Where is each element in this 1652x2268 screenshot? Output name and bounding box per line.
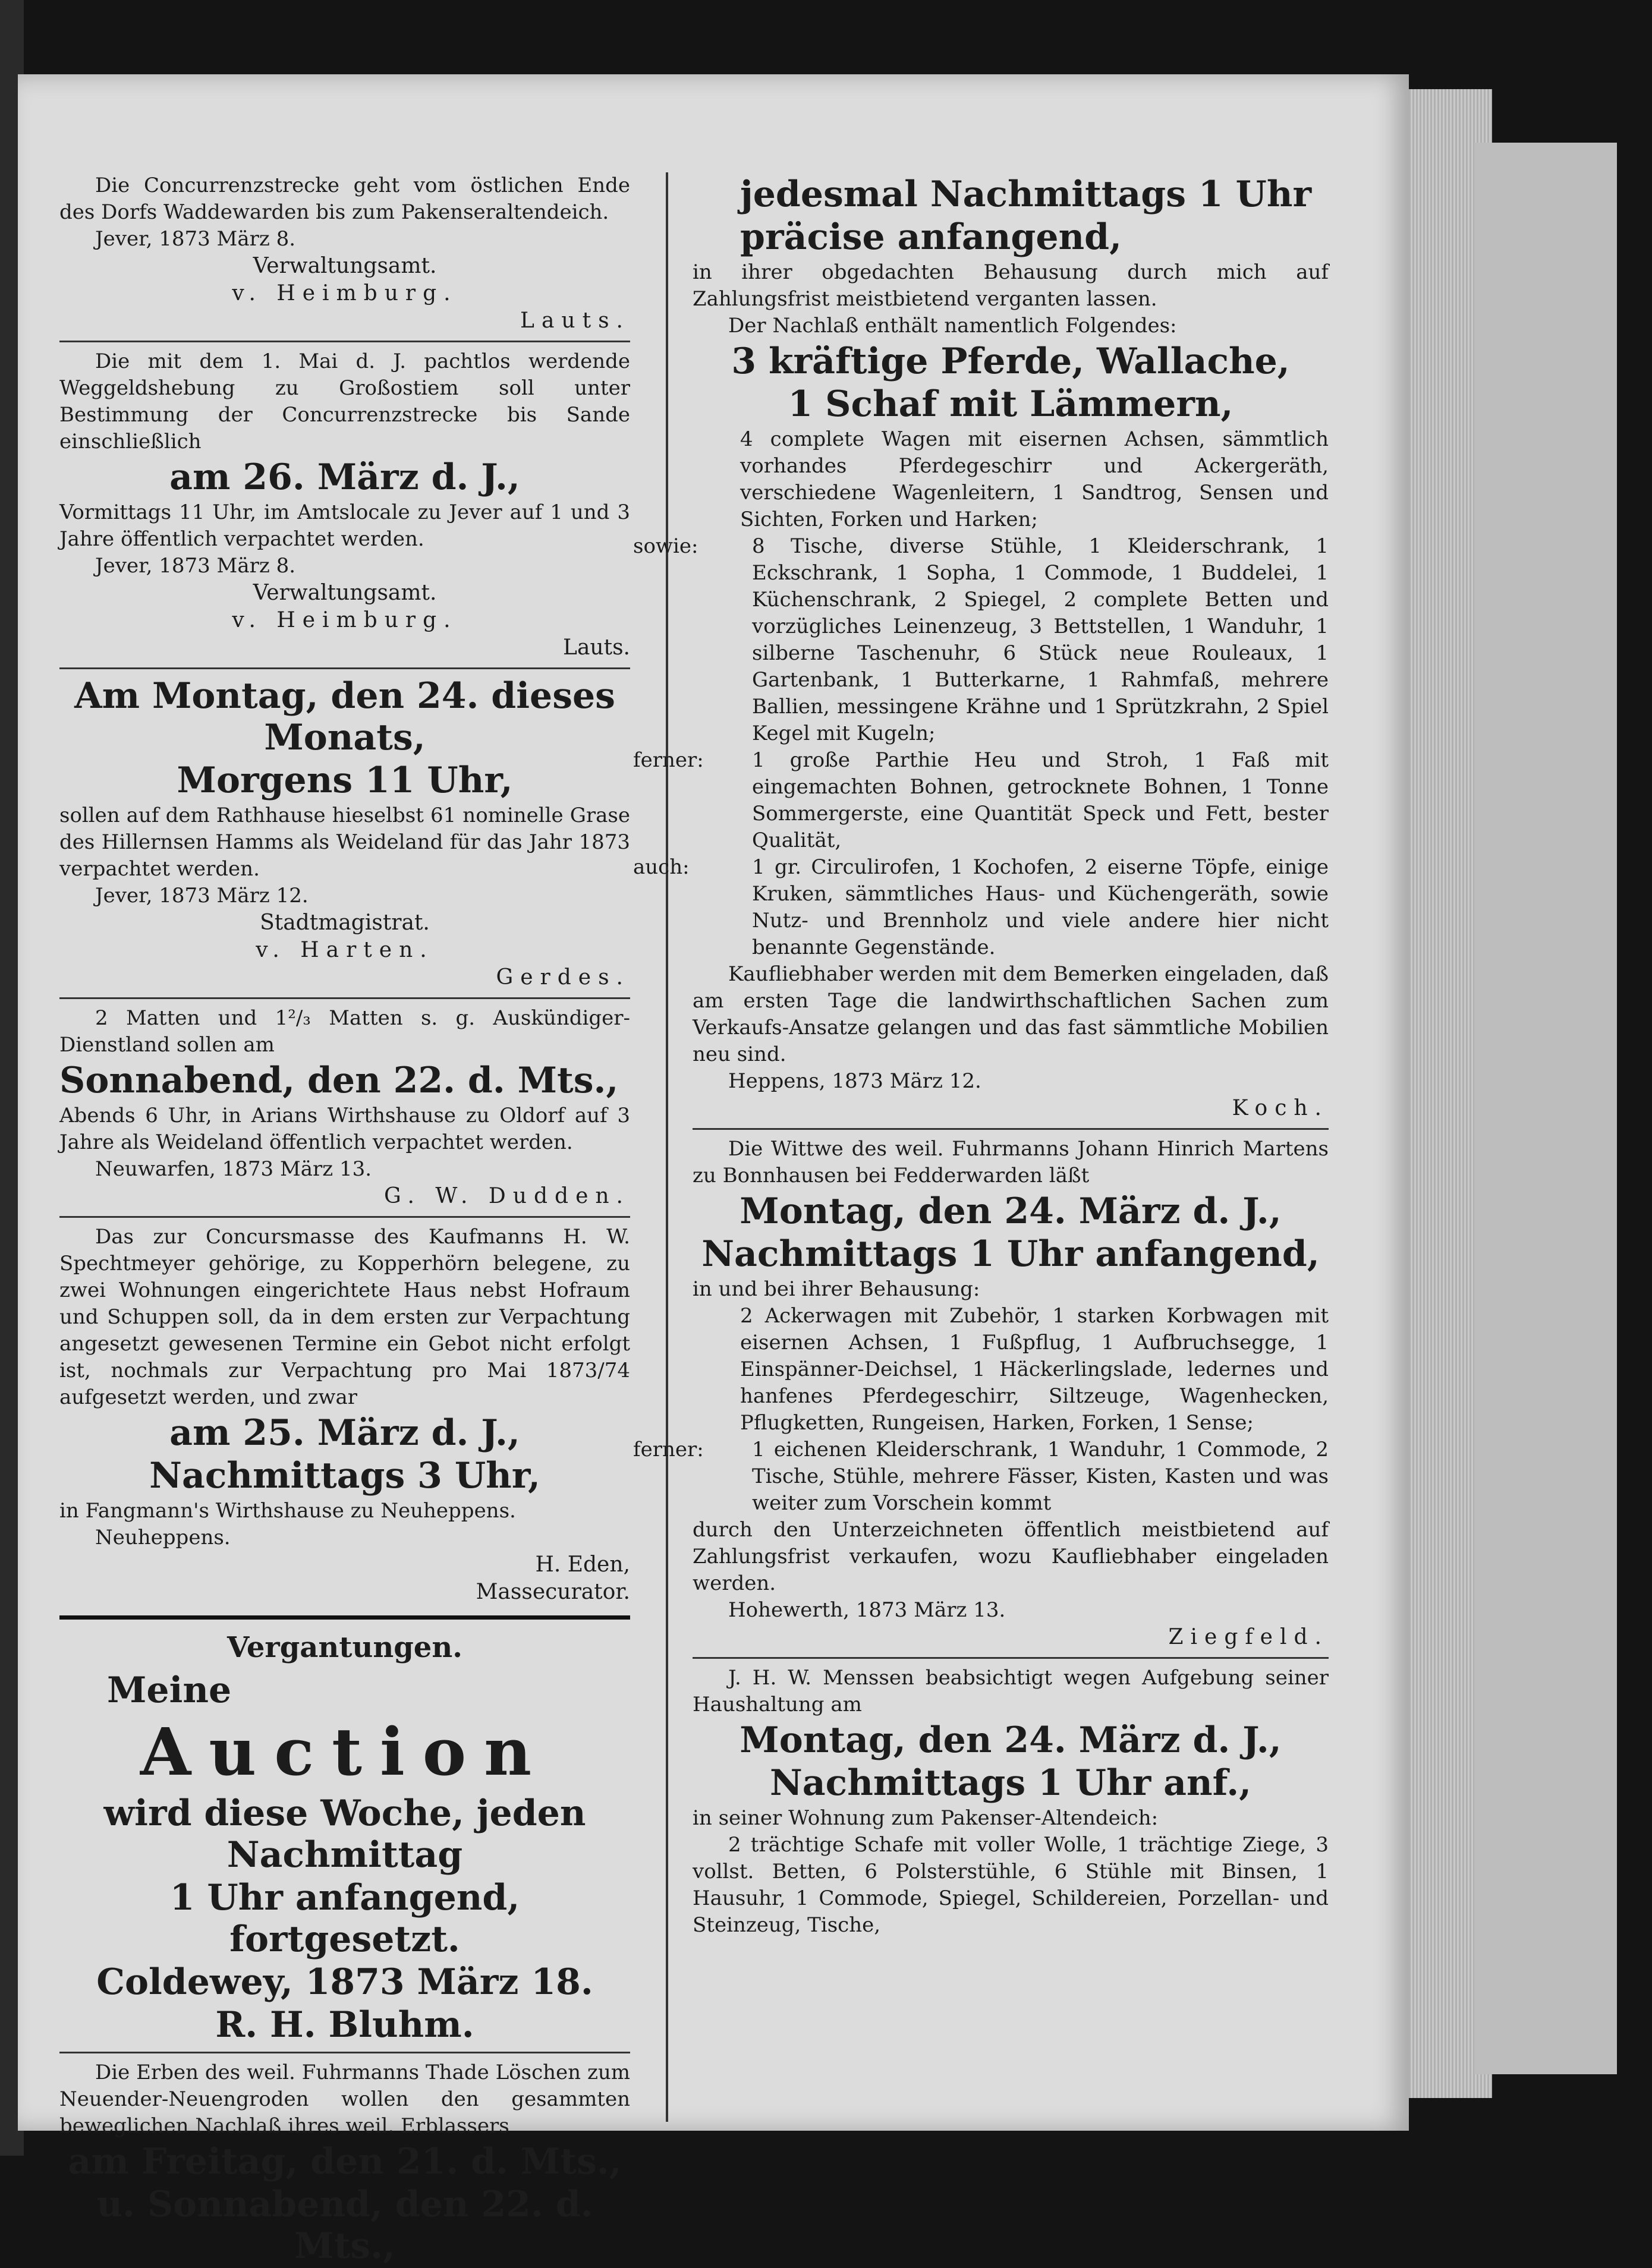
notice-clerk: Gerdes. <box>496 965 630 990</box>
notice-headline: Am Montag, den 24. dieses Monats, <box>74 675 615 758</box>
notice-item-list <box>633 854 1329 961</box>
notice-text: Die Wittwe des weil. Fuhrmanns Johann Hinrich Martens zu Bonnhausen bei Fedderwarden läßt <box>693 1137 1329 1187</box>
notice-line: 1 Uhr anfangend, fortgesetzt. <box>169 1877 520 1960</box>
notice-date: Hohewerth, 1873 März 13. <box>728 1598 1006 1622</box>
notice-text: in und bei ihrer Behausung: <box>693 1277 980 1301</box>
notice-nachlass-heppens <box>633 174 1329 1122</box>
notice-date-bold: am 26. März d. J., <box>169 456 520 498</box>
notice-item-list: 2 trächtige Schafe mit voller Wolle, 1 trächtige Ziege, 3 vollst. Betten, 6 Polsterstühle, 6 Stühle mit Binsen, 1 Hausuhr, 1 Commode, Spiegel, Schildereien, Porzellan- und Steinzeug, Tische, <box>693 1833 1329 1937</box>
notice-office: Verwaltungsamt. <box>253 581 437 605</box>
notice-text: 2 Matten und 1²/₃ Matten s. g. Auskündiger-Dienstland sollen am <box>59 1006 630 1057</box>
divider <box>693 1657 1329 1659</box>
list-label: ferner: <box>633 748 704 772</box>
divider <box>59 667 630 669</box>
notice-signature: R. H. Bluhm. <box>215 2004 474 2046</box>
section-heading: Vergantungen. <box>227 1631 462 1664</box>
notice-signature: v. Harten. <box>256 938 434 962</box>
notice-item-list <box>633 533 1329 747</box>
notice-date: Jever, 1873 März 8. <box>95 227 296 251</box>
notice-text: Das zur Concursmasse des Kaufmanns H. W. Spechtmeyer gehörige, zu Kopperhörn belegene, zu zwei Wohnungen eingerichtete Haus nebst Hofraum und Schuppen soll, da in dem ersten zur Verpachtung angesetzt gewesenen Termine ein Gebot nicht erfolgt ist, nochmals zur Verpachtung pro Mai 1873/74 aufgesetzt werden, und zwar <box>59 1225 630 1409</box>
list-items: 1 große Parthie Heu und Stroh, 1 Faß mit eingemachten Bohnen, getrocknete Bohnen, 1 Tonne Sommergerste, eine Quantität Speck und Fett, bester Qualität, <box>752 748 1329 852</box>
notice-headline: präcise anfangend, <box>740 216 1122 258</box>
notice-text: Die Erben des weil. Fuhrmanns Thade Löschen zum Neuender-Neuengroden wollen den gesammten beweglichen Nachlaß ihres weil. Erblassers <box>59 2061 630 2138</box>
notice-date-bold: am 25. März d. J., <box>169 1412 520 1454</box>
notice-text: Kaufliebhaber werden mit dem Bemerken eingeladen, daß am ersten Tage die landwirthschaftlichen Sachen zum Verkaufs-Ansatze gelangen und das fast sämmtliche Mobilien neu sind. <box>693 962 1329 1066</box>
column-divider <box>666 172 668 2122</box>
notice-text: in seiner Wohnung zum Pakenser-Altendeich: <box>693 1806 1159 1830</box>
list-items: 1 gr. Circulirofen, 1 Kochofen, 2 eiserne Töpfe, einige Kruken, sämmtliches Haus- und Küchengeräth, sowie Nutz- und Brennholz und viele andere hier nicht benannte Gegenstände. <box>752 855 1329 959</box>
notice-date: Jever, 1873 März 12. <box>95 884 309 908</box>
notice-headline: 3 kräftige Pferde, Wallache, <box>731 341 1290 382</box>
divider <box>59 997 630 999</box>
notice-text: Der Nachlaß enthält namentlich Folgendes: <box>728 314 1177 338</box>
notice-item-list <box>633 1437 1329 1517</box>
notice-martens <box>633 1136 1329 1651</box>
notice-concursmasse <box>59 1224 630 1606</box>
notice-office: Verwaltungsamt. <box>253 254 437 278</box>
notice-text: J. H. W. Menssen beabsichtigt wegen Aufgebung seiner Haushaltung am <box>693 1666 1329 1716</box>
notice-office: Stadtmagistrat. <box>260 911 430 935</box>
notice-menssen <box>693 1665 1329 1939</box>
notice-signature: G. W. Dudden. <box>383 1184 630 1208</box>
notice-text: in Fangmann's Wirthshause zu Neuheppens. <box>59 1499 516 1523</box>
notice-date: Jever, 1873 März 8. <box>95 554 296 578</box>
notice-place: Neuheppens. <box>95 1526 231 1549</box>
notice-signature-title: Massecurator. <box>476 1580 630 1604</box>
notice-text: Die Concurrenzstrecke geht vom östlichen Ende des Dorfs Waddewarden bis zum Pakenseraltendeich. <box>59 174 630 224</box>
list-items: 8 Tische, diverse Stühle, 1 Kleiderschrank, 1 Eckschrank, 1 Sopha, 1 Commode, 1 Buddelei, 1 Küchenschrank, 2 Spiegel, 2 complete Betten und vorzügliches Leinenzeug, 3 Bettstellen, 1 Wanduhr, 1 silberne Taschenuhr, 6 Stück neue Rouleaux, 1 Gartenbank, 1 Butterkarne, 1 Rahmfaß, mehrere Ballien, messingene Krähne und 1 Sprützkrahn, 2 Spiel Kegel mit Kugeln; <box>752 534 1329 745</box>
list-label: ferner: <box>633 1438 704 1461</box>
notice-text: sollen auf dem Rathhause hieselbst 61 nominelle Grase des Hillernsen Hamms als Weideland für das Jahr 1873 verpachtet werden. <box>59 804 630 881</box>
section-divider <box>59 1615 630 1620</box>
notice-date-bold: Sonnabend, den 22. d. Mts., <box>59 1060 619 1101</box>
notice-clerk: Lauts. <box>520 308 630 333</box>
book-cover-edge <box>1474 143 1617 2074</box>
notice-date-bold: Montag, den 24. März d. J., <box>740 1190 1282 1232</box>
notice-date: Heppens, 1873 März 12. <box>728 1069 981 1093</box>
notice-hillernsen-hamm <box>59 675 630 991</box>
notice-date-bold: Montag, den 24. März d. J., <box>740 1719 1282 1761</box>
divider <box>59 341 630 342</box>
notice-text: Die mit dem 1. Mai d. J. pachtlos werdende Weggeldshebung zu Großostiem soll unter Bestimmung der Concurrenzstrecke bis Sande einschließlich <box>59 349 630 453</box>
notice-date-bold: u. Sonnabend, den 22. d. Mts., <box>96 2184 593 2267</box>
notice-text: Vormittags 11 Uhr, im Amtslocale zu Jever auf 1 und 3 Jahre öffentlich verpachtet werden. <box>59 500 630 551</box>
notice-time-bold: Nachmittags 3 Uhr, <box>149 1455 540 1497</box>
notice-date-bold: am Freitag, den 21. d. Mts., <box>68 2141 622 2182</box>
notice-line: Coldewey, 1873 März 18. <box>96 1961 593 2003</box>
notice-weggeldshebung <box>59 348 630 662</box>
notice-dienstland <box>59 1005 630 1210</box>
notice-signature: Koch. <box>1232 1096 1329 1120</box>
notice-concurrenzstrecke <box>59 172 630 335</box>
notice-headline: 1 Schaf mit Lämmern, <box>788 383 1234 425</box>
list-items: 1 eichenen Kleiderschrank, 1 Wanduhr, 1 Commode, 2 Tische, Stühle, mehrere Fässer, Kisten, Kasten und was weiter zum Vorschein kommt <box>752 1438 1329 1515</box>
divider <box>693 1128 1329 1130</box>
notice-headline: jedesmal Nachmittags 1 Uhr <box>740 174 1312 215</box>
notice-text: in ihrer obgedachten Behausung durch mich auf Zahlungsfrist meistbietend verganten lassen. <box>693 260 1329 311</box>
right-column <box>633 172 1329 1939</box>
divider <box>59 2052 630 2053</box>
notice-text: Abends 6 Uhr, in Arians Wirthshause zu Oldorf auf 3 Jahre als Weideland öffentlich verpachtet werden. <box>59 1104 630 1154</box>
notice-time-bold: Nachmittags 1 Uhr anf., <box>769 1762 1252 1804</box>
notice-signature: v. Heimburg. <box>232 281 458 305</box>
notice-line: wird diese Woche, jeden Nachmittag <box>103 1793 586 1876</box>
notice-clerk: Lauts. <box>563 635 630 660</box>
list-label: auch: <box>633 855 690 879</box>
notice-date: Neuwarfen, 1873 März 13. <box>95 1157 372 1181</box>
notice-item-list <box>633 747 1329 854</box>
notice-item-list: 4 complete Wagen mit eisernen Achsen, sämmtlich vorhandes Pferdegeschirr und Ackergeräth, verschiedene Wagenleitern, 1 Sandtrog, Sensen und Sichten, Forken und Harken; <box>740 427 1329 531</box>
notice-signature: H. Eden, <box>535 1552 630 1577</box>
notice-signature: v. Heimburg. <box>232 608 458 632</box>
notice-line: Meine <box>107 1670 232 1711</box>
notice-headline: Morgens 11 Uhr, <box>177 760 513 801</box>
left-column <box>59 172 630 2268</box>
notice-time-bold: Nachmittags 1 Uhr anfangend, <box>701 1233 1320 1275</box>
notice-item-list: 2 Ackerwagen mit Zubehör, 1 starken Korbwagen mit eisernen Achsen, 1 Fußpflug, 1 Aufbruchsegge, 1 Einspänner-Deichsel, 1 Häckerlingslade, ledernes und hanfenes Pferdegeschirr, Siltzeuge, Wagenhecken, Pflugketten, Rungeisen, Harken, Forken, 1 Sense; <box>740 1304 1329 1435</box>
notice-auction-title: Auction <box>140 1713 550 1790</box>
notice-text: durch den Unterzeichneten öffentlich meistbietend auf Zahlungsfrist verkaufen, wozu Kaufliebhaber eingeladen werden. <box>693 1518 1329 1595</box>
notice-loeschen <box>59 2059 630 2267</box>
list-label: sowie: <box>633 534 698 558</box>
notice-auction-bluhm <box>59 1670 630 2046</box>
divider <box>59 1216 630 1218</box>
notice-signature: Ziegfeld. <box>1168 1625 1329 1649</box>
